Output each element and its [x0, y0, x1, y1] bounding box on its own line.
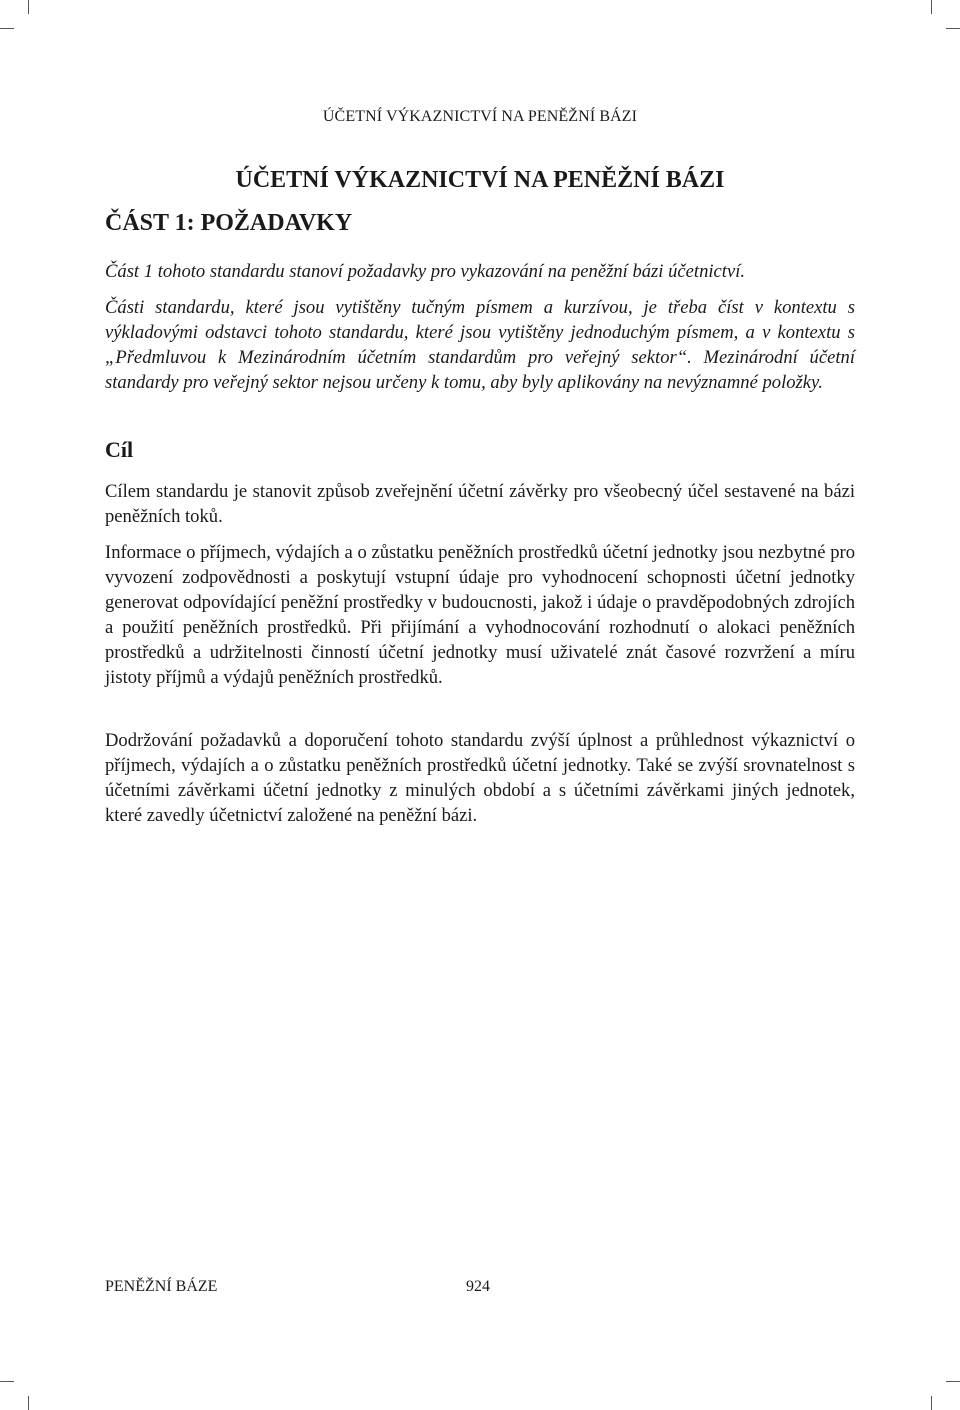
part-heading: ČÁST 1: POŽADAVKY [105, 210, 353, 236]
crop-mark-bottom-left-h [0, 1381, 14, 1382]
objective-paragraph-1: Cílem standardu je stanovit způsob zveřejnění účetní závěrky pro všeobecný účel sestavené na bázi peněžních toků. [105, 481, 855, 527]
crop-mark-top-right-v [931, 0, 932, 14]
crop-mark-top-left-v [28, 0, 29, 14]
intro-paragraph-2: Části standardu, které jsou vytištěny tučným písmem a kurzívou, je třeba číst v kontextu s výkladovými odstavci tohoto standardu, které jsou vytištěny jednoduchým písmem, a v kontextu s „Předmluvou k Mezinárodním účetním standardům pro veřejný sektor“. Mezinárodní účetní standardy pro veřejný sektor nejsou určeny k tomu, aby byly aplikovány na nevýznamné položky. [105, 297, 855, 393]
crop-mark-top-left-h [0, 28, 14, 29]
objective-paragraph-2: Informace o příjmech, výdajích a o zůstatku peněžních prostředků účetní jednotky jsou nezbytné pro vyvození zodpovědnosti a poskytují vstupní údaje pro vyhodnocení schopnosti účetní jednotky generovat odpovídající peněžní prostředky v budoucnosti, jakož i údaje o pravděpodobných zdrojích a použití peněžních prostředků. Při přijímání a vyhodnocování rozhodnutí o alokaci peněžních prostředků a udržitelnosti činností účetní jednotky musí uživatelé znát časové rozvržení a míru jistoty příjmů a výdajů peněžních prostředků. [105, 542, 855, 688]
objective-paragraph-3: Dodržování požadavků a doporučení tohoto standardu zvýší úplnost a průhlednost výkaznictví o příjmech, výdajích a o zůstatku peněžních prostředků účetní jednotky. Také se zvýší srovnatelnost s účetními závěrkami účetní jednotky z minulých období a s účetními závěrkami jiných jednotek, které zavedly účetnictví založené na peněžní bázi. [105, 730, 855, 826]
crop-mark-bottom-left-v [28, 1396, 29, 1410]
section-heading-cil: Cíl [105, 437, 134, 462]
document-title: ÚČETNÍ VÝKAZNICTVÍ NA PENĚŽNÍ BÁZI [235, 167, 725, 193]
crop-mark-bottom-right-h [946, 1381, 960, 1382]
running-head: ÚČETNÍ VÝKAZNICTVÍ NA PENĚŽNÍ BÁZI [322, 108, 638, 125]
crop-mark-bottom-right-v [931, 1396, 932, 1410]
footer-label: PENĚŽNÍ BÁZE [105, 1278, 218, 1295]
page-number: 924 [466, 1278, 490, 1295]
intro-paragraph-1: Část 1 tohoto standardu stanoví požadavky pro vykazování na peněžní bázi účetnictví. [105, 261, 746, 282]
crop-mark-top-right-h [946, 28, 960, 29]
